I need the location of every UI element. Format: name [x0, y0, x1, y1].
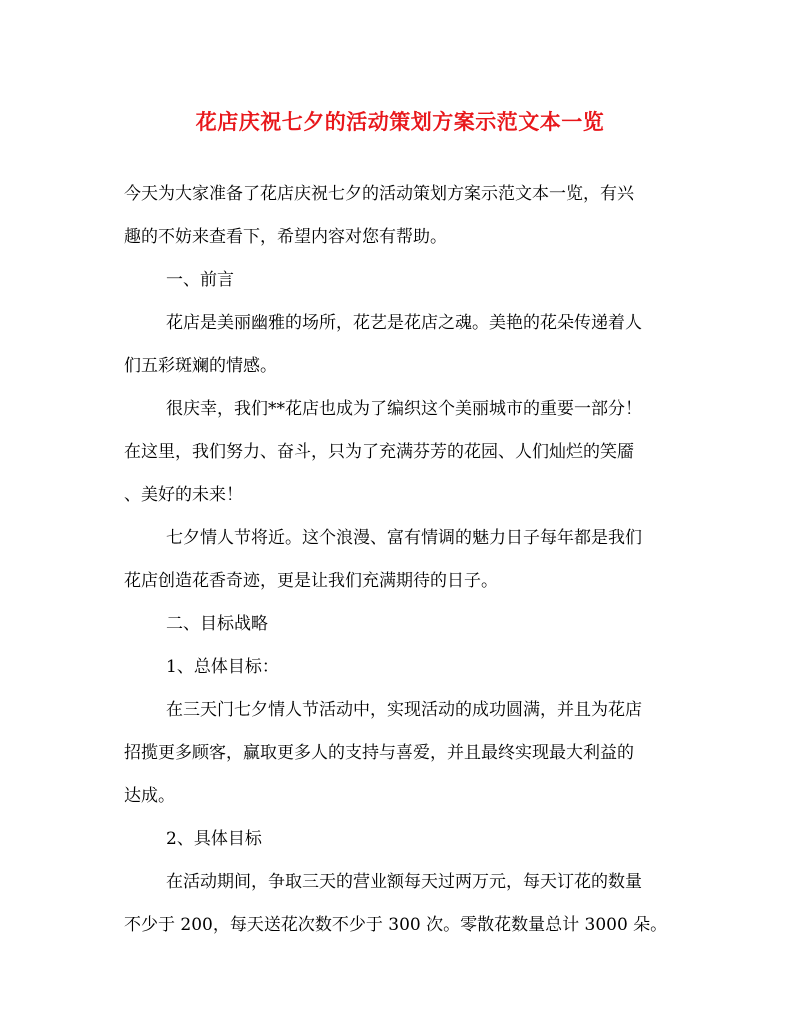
- paragraph-3-line-1: 七夕情人节将近。这个浪漫、富有情调的魅力日子每年都是我们: [166, 528, 642, 548]
- paragraph-2-line-2: 在这里，我们努力、奋斗，只为了充满芬芳的花园、人们灿烂的笑靥: [124, 442, 634, 462]
- paragraph-3-line-2: 花店创造花香奇迹，更是让我们充满期待的日子。: [124, 571, 498, 591]
- paragraph-2-line-1: 很庆幸，我们**花店也成为了编织这个美丽城市的重要一部分！: [166, 399, 642, 419]
- intro-line-1: 今天为大家准备了花店庆祝七夕的活动策划方案示范文本一览，有兴: [124, 184, 634, 204]
- section-heading-goals: 二、目标战略: [166, 614, 268, 634]
- document-title: 花店庆祝七夕的活动策划方案示范文本一览: [195, 109, 605, 134]
- paragraph-5-line-2: 不少于 200，每天送花次数不少于 300 次。零散花数量总计 3000 朵。: [124, 915, 668, 935]
- section-heading-preface: 一、前言: [166, 270, 234, 290]
- paragraph-1-line-1: 花店是美丽幽雅的场所，花艺是花店之魂。美艳的花朵传递着人: [166, 313, 642, 333]
- subheading-overall-goal: 1、总体目标：: [166, 657, 279, 677]
- subheading-specific-goal: 2、具体目标: [166, 829, 262, 849]
- paragraph-2-line-3: 、美好的未来！: [124, 485, 243, 505]
- paragraph-4-line-2: 招揽更多顾客，赢取更多人的支持与喜爱，并且最终实现最大利益的: [124, 743, 634, 763]
- intro-line-2: 趣的不妨来查看下，希望内容对您有帮助。: [124, 227, 447, 247]
- paragraph-4-line-1: 在三天门七夕情人节活动中，实现活动的成功圆满，并且为花店: [166, 700, 642, 720]
- paragraph-1-line-2: 们五彩斑斓的情感。: [124, 356, 277, 376]
- paragraph-5-line-1: 在活动期间，争取三天的营业额每天过两万元，每天订花的数量: [166, 872, 642, 892]
- paragraph-4-line-3: 达成。: [124, 786, 175, 806]
